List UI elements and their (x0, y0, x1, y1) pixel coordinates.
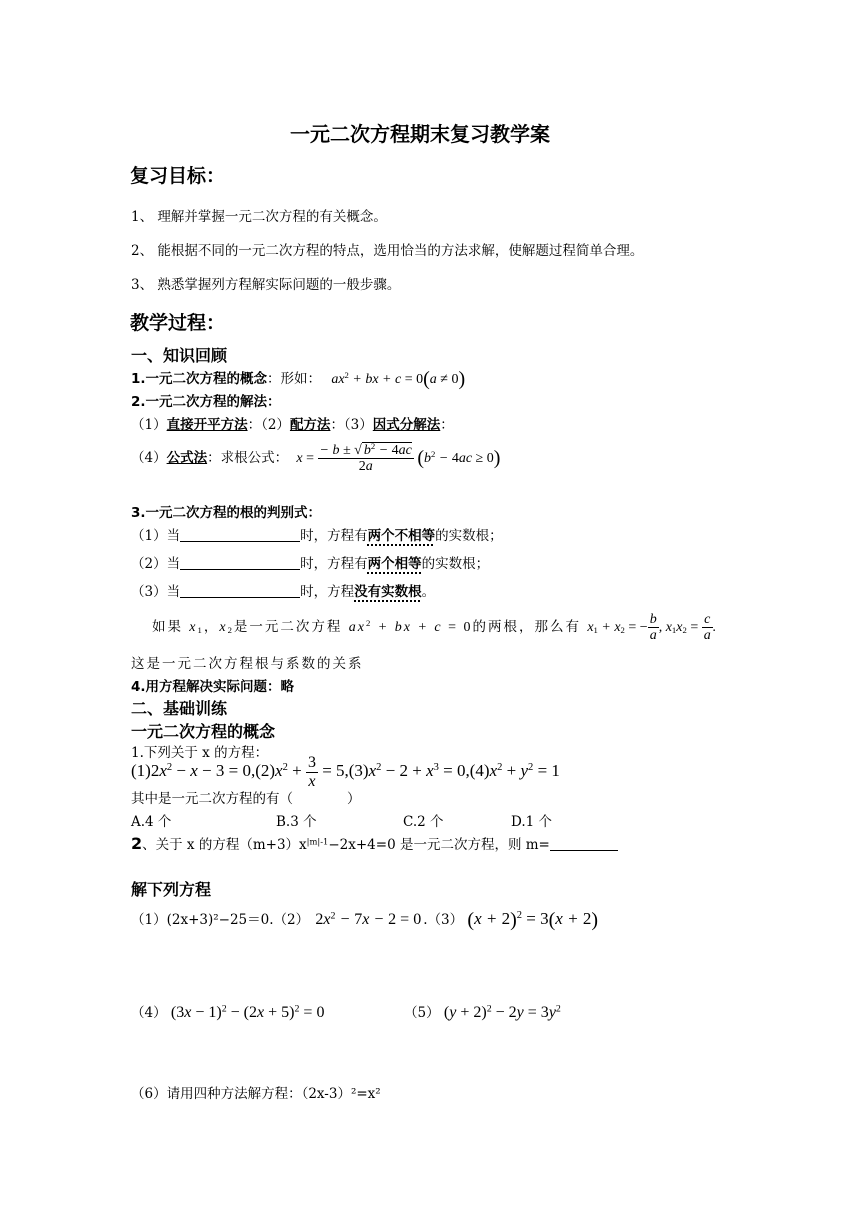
methods-label: 2.一元二次方程的解法： (131, 394, 281, 410)
disc-item-3 (131, 580, 435, 600)
disc-item-2 (131, 552, 489, 572)
process-heading: 教学过程： (130, 312, 226, 334)
vieta-x2: $x_2$ (219, 620, 234, 636)
goal-item-2: 2、 能根据不同的一元二次方程的特点，选用恰当的方法求解，使解题过程简单合理。 (131, 243, 644, 259)
vieta-text-3: 的两根，那么有 (472, 619, 582, 636)
disc-2-mid: 时，方程有 (300, 556, 368, 572)
vieta-relations: $x_1 + x_2$ = − $\frac{b}{a}$ , $x_1x_2$ = $\frac{c}{a}$ . (587, 612, 717, 644)
apply-label: 4.用方程解决实际问题：略 (131, 679, 295, 695)
vieta-equation: $ax^2$ + bx + c = 0 (348, 618, 473, 636)
review-heading: 一、知识回顾 (131, 346, 228, 365)
disc-3-prefix: （3）当 (131, 584, 181, 600)
disc-3-blank (180, 583, 300, 598)
eq5: $(y + 2)^2 - 2y = 3y^2$ (443, 1003, 561, 1021)
vieta-x1: $x_1$ (189, 620, 204, 636)
concept-label: 1.一元二次方程的概念 (131, 371, 268, 387)
q1-option-b: B.3 个 (276, 814, 317, 830)
eq4-prefix: （4） (131, 1005, 167, 1021)
disc-2-emph: 两个相等 (367, 556, 422, 572)
vieta-note: 这是一元二次方程根与系数的关系 (131, 656, 364, 672)
disc-1-blank (180, 527, 300, 542)
disc-3-emph: 没有实数根 (354, 584, 422, 600)
disc-1-prefix: （1）当 (131, 528, 181, 544)
solve-row-2b (404, 1001, 561, 1022)
eq2: $2x^2 - 7x - 2 = 0$ (315, 910, 422, 928)
eq1-prefix: （1） (131, 912, 167, 928)
methods-line (131, 413, 454, 433)
disc-1-suffix: 的实数根； (435, 528, 503, 544)
m3-suffix: ： (440, 417, 454, 433)
q1-stem: 1.下列关于 x 的方程： (131, 745, 269, 761)
disc-2-prefix: （2）当 (131, 556, 181, 572)
eq1: (2x+3)²−25＝0. (166, 912, 274, 928)
eq3: $(x + 2)^2 = 3(x + 2)$ (467, 909, 598, 931)
solve-row-2 (131, 1001, 324, 1022)
m3-prefix: ：（3） (330, 417, 373, 433)
q2-text-a: 、关于 x 的方程（m+3）x (142, 837, 307, 853)
disc-label: 3.一元二次方程的根的判别式： (131, 505, 322, 521)
q2-text-b: −2x+4=0 是一元二次方程，则 m= (328, 837, 550, 853)
disc-3-suffix: 。 (421, 584, 436, 600)
eq2-suffix: .（3） (423, 912, 464, 928)
q1-equations: $(1)2x^2 - x - 3 = 0,(2)x^2$ + $\frac{3}{x}$ = $5,(3)x^2 - 2 + x^3 = 0,(4)x^2 + y^2 = 1$ (131, 754, 560, 790)
concept-text: ：形如： (267, 371, 322, 387)
q2-number: 2 (131, 834, 143, 853)
solve-subheading: 解下列方程 (131, 880, 212, 899)
m4-prefix: （4） (131, 450, 167, 467)
q1-option-a: A.4 个 (131, 814, 172, 830)
m4-text: ：求根公式： (207, 450, 289, 467)
disc-2-suffix: 的实数根； (421, 556, 490, 572)
concept-subheading: 一元二次方程的概念 (131, 722, 276, 741)
page-title: 一元二次方程期末复习教学案 (290, 122, 550, 146)
vieta-text-1: 如果 (152, 619, 183, 636)
disc-item-1 (131, 524, 503, 544)
m2-prefix: ：（2） (247, 417, 290, 433)
q1-option-c: C.2 个 (403, 814, 444, 830)
eq6: （6）请用四种方法解方程：（2x-3）²=x² (131, 1086, 381, 1102)
concept-formula: $ax^2$ + bx + c = 0(a ≠ 0) (331, 368, 466, 390)
eq4: $(3x - 1)^2 - (2x + 5)^2 = 0$ (170, 1003, 325, 1021)
vieta-text-2: 是一元二次方程 (233, 619, 343, 636)
method-direct: 直接开平方法 (166, 417, 248, 433)
goal-item-1: 1、 理解并掌握一元二次方程的有关概念。 (131, 209, 387, 225)
disc-1-emph: 两个不相等 (367, 528, 436, 544)
m1-prefix: （1） (131, 417, 167, 433)
q2-answer-blank (550, 836, 618, 851)
q1-option-d: D.1 个 (511, 814, 553, 830)
goal-item-3: 3、 熟悉掌握列方程解实际问题的一般步骤。 (131, 277, 401, 293)
solve-row-1 (131, 908, 598, 932)
eq2-prefix: （2） (273, 912, 310, 928)
disc-1-mid: 时，方程有 (300, 528, 368, 544)
goals-heading: 复习目标： (130, 165, 226, 187)
q2-exponent: |m|-1 (306, 836, 329, 847)
training-heading: 二、基础训练 (131, 699, 228, 718)
formula-line (131, 443, 500, 475)
q2-line (131, 833, 618, 853)
quadratic-formula: x = $\frac{- b \pm √ b^2 - 4ac}{2a}$ $(b^2 - 4ac \ge 0)$ (296, 441, 501, 475)
disc-2-blank (180, 555, 300, 570)
eq5-prefix: （5） (404, 1005, 440, 1021)
concept-line (131, 367, 465, 391)
method-factor: 因式分解法 (372, 417, 441, 433)
disc-3-mid: 时，方程 (300, 584, 355, 600)
method-complete-square: 配方法 (289, 417, 331, 433)
vieta-line: 如果 $x_1$，$x_2$是一元二次方程 $ax^2$ + bx + c = 0的两根，那么有 $x_1 + x_2$ = − $\frac{b}{a}$ , $x_1x_2$ = $\frac{c}{a}$ . (152, 612, 717, 644)
q1-which: 其中是一元二次方程的有（ ） (131, 791, 361, 807)
method-formula: 公式法 (166, 450, 208, 467)
